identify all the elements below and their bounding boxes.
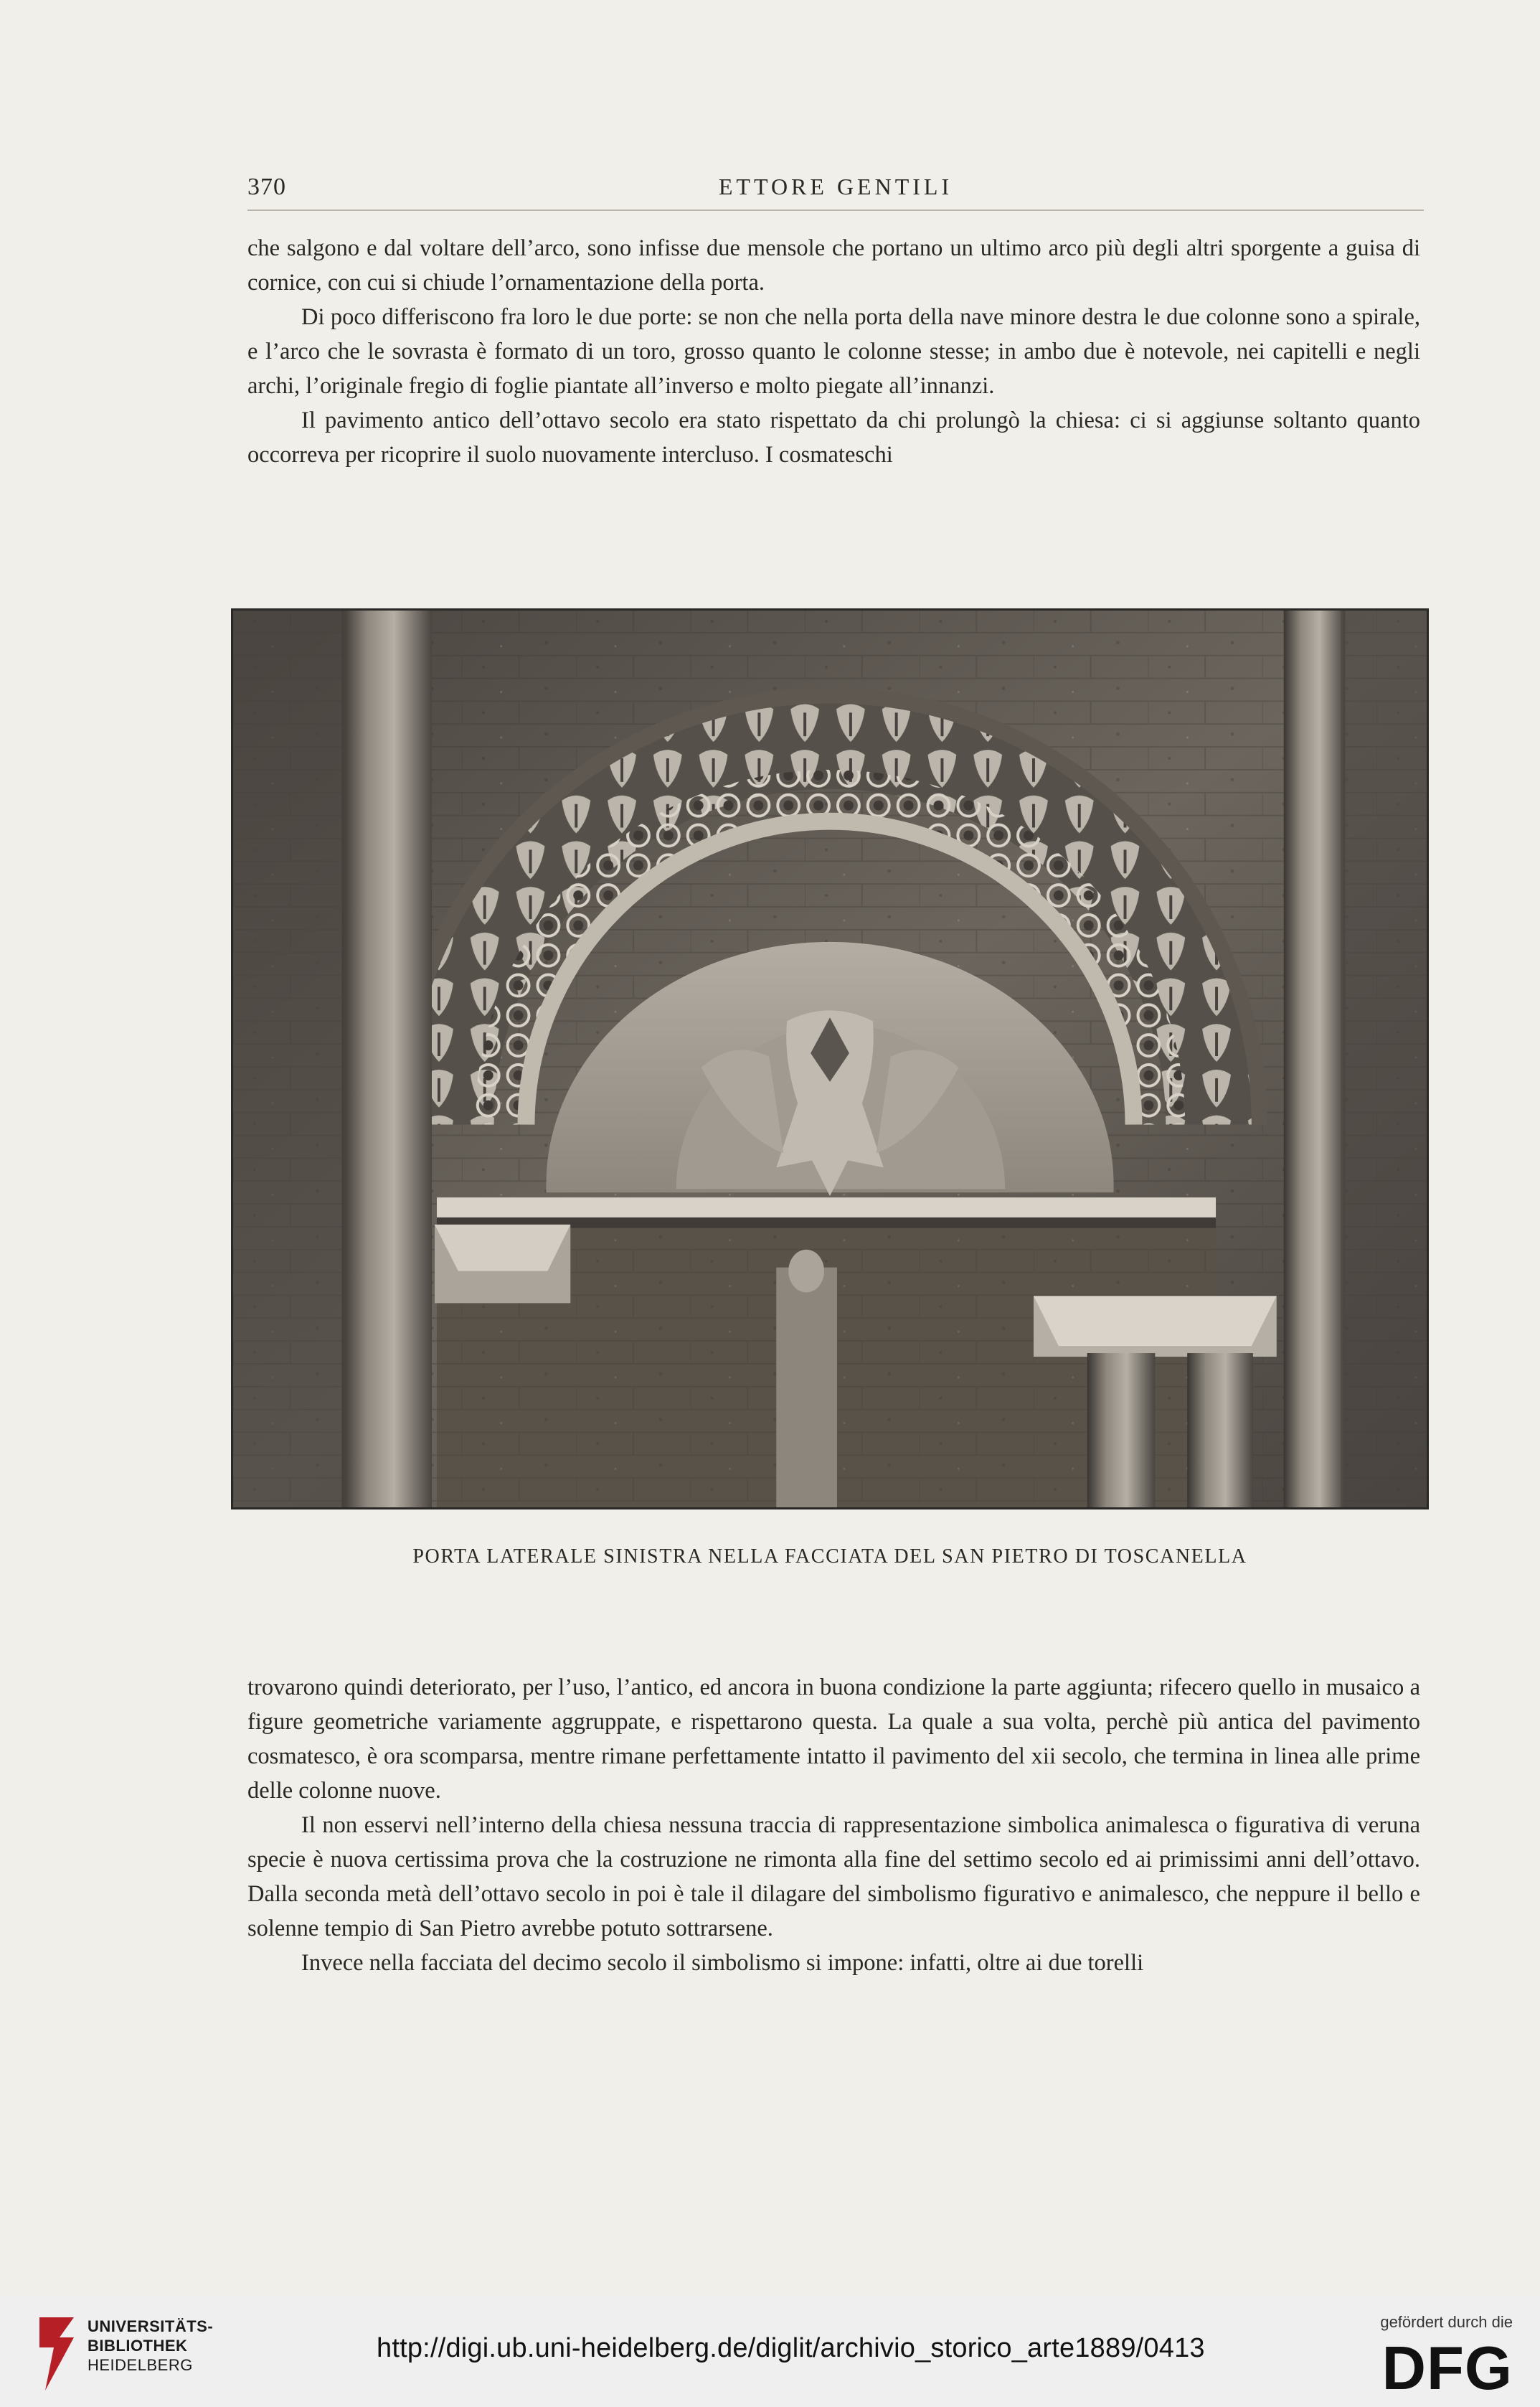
institution-line: HEIDELBERG [88,2356,193,2374]
page-number: 370 [247,174,286,200]
figure-caption: PORTA LATERALE SINISTRA NELLA FACCIATA DEL SAN PIETRO DI TOSCANELLA [412,1545,1247,1568]
paragraph: Invece nella facciata del decimo secolo il simbolismo si impone: infatti, oltre ai due torelli [301,1950,1144,1976]
portal-photograph-image [233,611,1427,1507]
sponsor-label: gefördert durch die [1380,2313,1513,2331]
heidelberg-library-logo-icon [32,2310,82,2396]
dfg-logo-icon: DFG [1381,2335,1513,2403]
institution-line: BIBLIOTHEK [88,2337,188,2355]
paragraph: trovarono quindi deteriorato, per l’uso, l’antico, ed ancora in buona condizione la parte aggiunta; rifecero quello in musaico a figure geometriche variamente aggruppate, e rispettarono questa. La quale a sua volta, perchè più antica del pavimento cosmatesco, è ora scomparsa, mentre rimane perfettamente intatto il pavimento del xii secolo, che termina in linea alle prime delle colonne nuove. [247,1674,1420,1804]
paragraph: Il non esservi nell’interno della chiesa nessuna traccia di rappresentazione simbolica animalesca o figurativa di veruna specie è nuova certissima prova che la costruzione ne rimonta alla fine del settimo secolo ed ai primissimi anni dell’ottavo. Dalla seconda metà dell’ottavo secolo in poi è tale il dilagare del simbolismo figurativo e animalesco, che neppure il bello e solenne tempio di San Pietro avrebbe potuto sottrarsene. [247,1812,1420,1941]
institution-name [88,2317,213,2375]
page-header [247,166,1424,211]
top-text-block [247,231,1420,472]
running-head: ETTORE GENTILI [718,174,953,199]
paragraph: Il pavimento antico dell’ottavo secolo era stato rispettato da chi prolungò la chiesa: ci si aggiunse soltanto quanto occorreva per ricoprire il suolo nuovamente intercluso. I cosmateschi [247,408,1420,468]
digitization-footer [0,2296,1540,2407]
bottom-text-block [247,1670,1420,1980]
institution-line: UNIVERSITÄTS- [88,2317,214,2335]
digitized-document-url[interactable]: http://digi.ub.uni-heidelberg.de/diglit/archivio_storico_arte1889/0413 [377,2333,1205,2363]
portal-photograph [231,608,1429,1509]
paragraph: che salgono e dal voltare dell’arco, sono infisse due mensole che portano un ultimo arco più degli altri sporgente a guisa di cornice, con cui si chiude l’ornamentazione della porta. [247,235,1420,296]
paragraph: Di poco differiscono fra loro le due porte: se non che nella porta della nave minore destra le due colonne sono a spirale, e l’arco che le sovrasta è formato di un toro, grosso quanto le colonne stesse; in ambo due è notevole, nei capitelli e negli archi, l’originale fregio di foglie piantate all’inverso e molto piegate all’innanzi. [247,304,1420,399]
